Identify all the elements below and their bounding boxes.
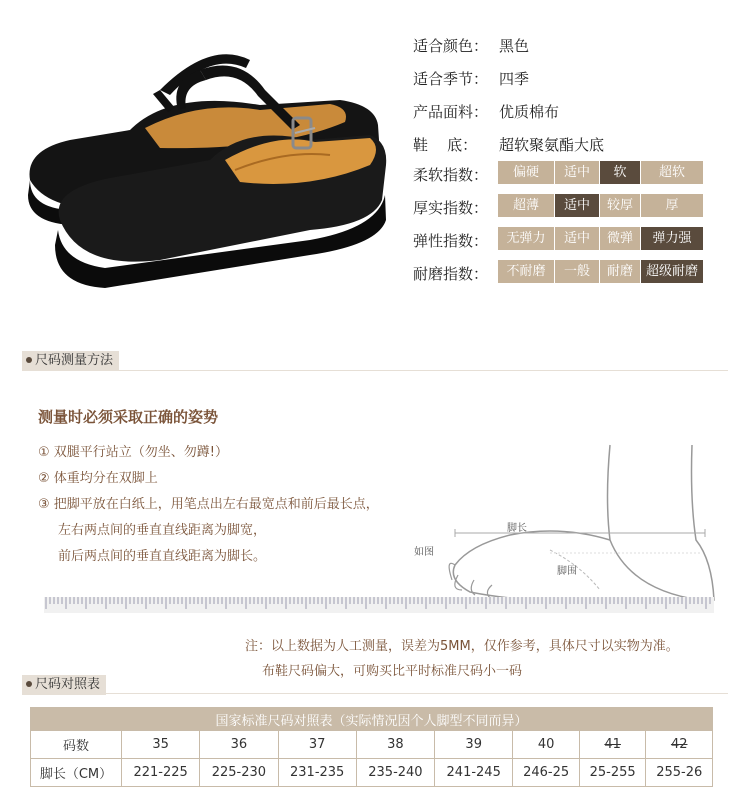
measure-note: 注：以上数据为人工测量，误差为5MM，仅作参考，具体尺寸以实物为准。 <box>245 639 679 654</box>
section-divider <box>22 693 728 694</box>
attr-fabric: 产品面料： 优质棉布 <box>413 103 560 121</box>
size-cell: 35 <box>122 731 200 759</box>
size-cell: 40 <box>513 731 580 759</box>
section-divider <box>22 370 728 371</box>
softness-option: 超软 <box>641 161 703 184</box>
length-row <box>31 759 713 787</box>
thickness-label: 厚实指数： <box>413 199 489 217</box>
measure-step: ① 双腿平行站立（勿坐、勿蹲!） <box>38 445 228 460</box>
elasticity-label: 弹性指数： <box>413 232 489 250</box>
thickness-option: 厚 <box>641 194 703 217</box>
length-cell: 241-245 <box>435 759 513 787</box>
length-cell: 25-255 <box>579 759 646 787</box>
measure-step: 前后两点间的垂直直线距离为脚长。 <box>58 549 267 564</box>
elasticity-option: 无弹力 <box>498 227 554 250</box>
size-cell: 36 <box>200 731 278 759</box>
durability-label: 耐磨指数： <box>413 265 489 283</box>
softness-option: 适中 <box>555 161 599 184</box>
length-cell: 225-230 <box>200 759 278 787</box>
durability-index-bar <box>498 260 704 283</box>
foot-girth-label: 脚围 <box>557 566 577 577</box>
durability-option: 耐磨 <box>600 260 640 283</box>
size-cell: 39 <box>435 731 513 759</box>
bullet-icon <box>26 357 32 363</box>
size-chart-caption: 国家标准尺码对照表（实际情况因个人脚型不同而异） <box>31 708 713 731</box>
attr-sole: 鞋 底： 超软聚氨酯大底 <box>413 136 605 154</box>
measure-section-heading: 尺码测量方法 <box>22 351 119 371</box>
size-cell-unavailable: 42 <box>646 731 713 759</box>
softness-option: 软 <box>600 161 640 184</box>
measure-title: 测量时必须采取正确的姿势 <box>38 408 219 426</box>
size-cell: 38 <box>356 731 434 759</box>
product-shoe-image <box>10 30 390 300</box>
length-cell: 246-25 <box>513 759 580 787</box>
size-section-heading: 尺码对照表 <box>22 675 106 695</box>
thickness-option: 较厚 <box>600 194 640 217</box>
thickness-option: 适中 <box>555 194 599 217</box>
size-row <box>31 731 713 759</box>
length-cell: 221-225 <box>122 759 200 787</box>
attr-season: 适合季节： 四季 <box>413 70 530 88</box>
size-chart-caption-row <box>31 708 713 731</box>
elasticity-option: 弹力强 <box>641 227 703 250</box>
length-cell: 235-240 <box>356 759 434 787</box>
measure-step: ③ 把脚平放在白纸上，用笔点出左右最宽点和前后最长点， <box>38 497 379 512</box>
foot-length-label: 脚长 <box>507 523 527 534</box>
length-cell: 231-235 <box>278 759 356 787</box>
softness-option: 偏硬 <box>498 161 554 184</box>
softness-label: 柔软指数： <box>413 166 489 184</box>
length-row-label: 脚长（CM） <box>31 759 122 787</box>
example-label: 如图 <box>414 547 434 558</box>
measure-step: ② 体重均分在双脚上 <box>38 471 158 486</box>
size-advice-note: 布鞋尺码偏大，可购买比平时标准尺码小一码 <box>262 664 523 679</box>
durability-option: 一般 <box>555 260 599 283</box>
thickness-option: 超薄 <box>498 194 554 217</box>
size-cell-unavailable: 41 <box>579 731 646 759</box>
length-cell: 255-26 <box>646 759 713 787</box>
elasticity-index-bar <box>498 227 704 250</box>
elasticity-option: 微弹 <box>600 227 640 250</box>
thickness-index-bar <box>498 194 704 217</box>
durability-option: 超级耐磨 <box>641 260 703 283</box>
size-chart-table <box>30 707 713 787</box>
bullet-icon <box>26 681 32 687</box>
measure-step: 左右两点间的垂直直线距离为脚宽， <box>58 523 267 538</box>
elasticity-option: 适中 <box>555 227 599 250</box>
attr-color: 适合颜色： 黑色 <box>413 37 530 55</box>
size-cell: 37 <box>278 731 356 759</box>
softness-index-bar <box>498 161 704 184</box>
size-row-label: 码数 <box>31 731 122 759</box>
durability-option: 不耐磨 <box>498 260 554 283</box>
ruler <box>44 597 714 613</box>
foot-diagram <box>400 440 720 615</box>
